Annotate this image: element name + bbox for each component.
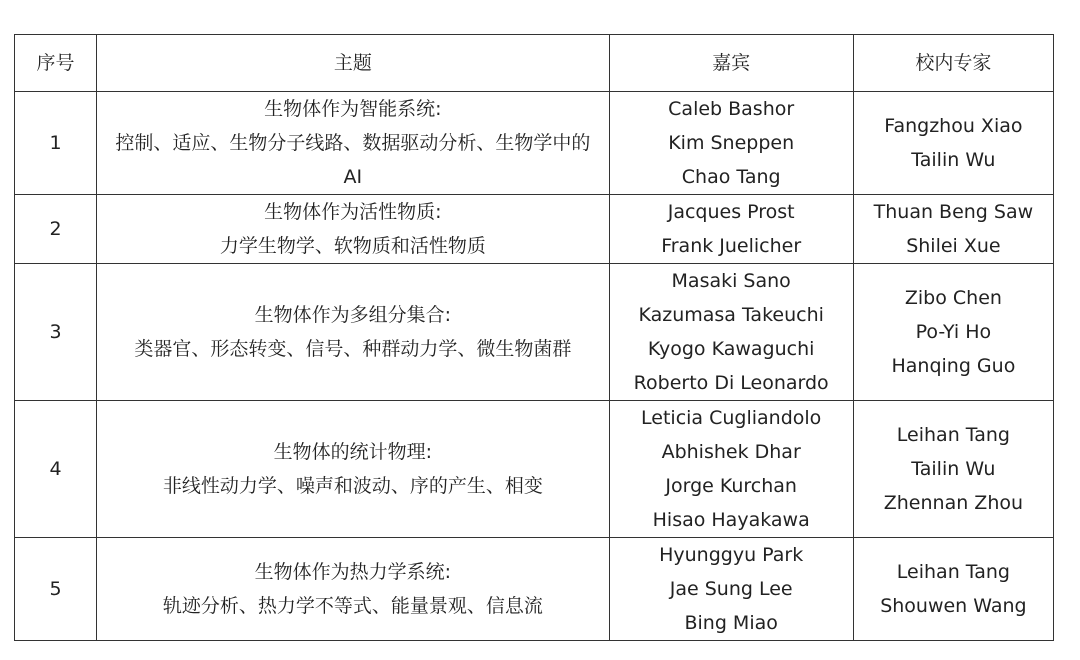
header-row <box>15 35 1054 92</box>
expert-name: Zibo Chen <box>904 287 1002 309</box>
guest-name: Masaki Sano <box>671 270 791 292</box>
expert-name: Po-Yi Ho <box>915 321 992 343</box>
expert-name: Tailin Wu <box>911 458 996 480</box>
row-number: 3 <box>15 264 97 401</box>
experts-cell <box>853 401 1053 538</box>
table-row <box>15 264 1054 401</box>
topic-title: 生物体作为多组分集合: <box>254 304 452 326</box>
expert-name: Leihan Tang <box>896 424 1010 446</box>
guest-name: Hisao Hayakawa <box>652 509 810 531</box>
guest-name: Jacques Prost <box>667 201 795 223</box>
expert-name: Zhennan Zhou <box>883 492 1024 514</box>
guest-name: Kim Sneppen <box>668 132 795 154</box>
header-no: 序号 <box>15 35 97 92</box>
expert-name: Hanqing Guo <box>891 355 1016 377</box>
table-row <box>15 401 1054 538</box>
topic-title: 生物体作为热力学系统: <box>254 561 452 583</box>
experts-cell <box>853 538 1053 641</box>
header-guests: 嘉宾 <box>609 35 853 92</box>
guests-cell <box>609 92 853 195</box>
guest-name: Chao Tang <box>681 166 781 188</box>
guest-name: Leticia Cugliandolo <box>641 407 822 429</box>
row-number: 2 <box>15 195 97 264</box>
guest-name: Roberto Di Leonardo <box>633 372 829 394</box>
row-number: 4 <box>15 401 97 538</box>
table-row <box>15 92 1054 195</box>
guest-name: Kazumasa Takeuchi <box>638 304 824 326</box>
experts-cell <box>853 195 1053 264</box>
table-row <box>15 195 1054 264</box>
row-number: 5 <box>15 538 97 641</box>
expert-name: Tailin Wu <box>911 149 996 171</box>
topic-title: 生物体作为智能系统: <box>264 98 442 120</box>
experts-cell <box>853 264 1053 401</box>
guest-name: Bing Miao <box>684 612 778 634</box>
schedule-table <box>14 34 1054 641</box>
expert-name: Shilei Xue <box>906 235 1001 257</box>
table-row <box>15 538 1054 641</box>
guest-name: Jorge Kurchan <box>665 475 797 497</box>
topic-detail: 轨迹分析、热力学不等式、能量景观、信息流 <box>162 595 543 617</box>
expert-name: Fangzhou Xiao <box>884 115 1023 137</box>
topic-detail: 类器官、形态转变、信号、种群动力学、微生物菌群 <box>134 338 572 360</box>
topic-cell <box>97 264 609 401</box>
expert-name: Leihan Tang <box>896 561 1010 583</box>
guest-name: Caleb Bashor <box>668 98 795 120</box>
topic-detail: 非线性动力学、噪声和波动、序的产生、相变 <box>162 475 543 497</box>
guest-name: Kyogo Kawaguchi <box>647 338 815 360</box>
topic-title: 生物体作为活性物质: <box>264 201 442 223</box>
guest-name: Hyunggyu Park <box>659 544 804 566</box>
header-topic: 主题 <box>97 35 609 92</box>
expert-name: Shouwen Wang <box>880 595 1027 617</box>
topic-cell <box>97 195 609 264</box>
guest-name: Abhishek Dhar <box>661 441 801 463</box>
topic-title: 生物体的统计物理: <box>273 441 433 463</box>
table-body <box>15 92 1054 641</box>
row-number: 1 <box>15 92 97 195</box>
guest-name: Jae Sung Lee <box>669 578 793 600</box>
topic-detail: 控制、适应、生物分子线路、数据驱动分析、生物学中的 AI <box>115 132 591 188</box>
guest-name: Frank Juelicher <box>661 235 802 257</box>
experts-cell <box>853 92 1053 195</box>
guests-cell <box>609 264 853 401</box>
topic-cell <box>97 401 609 538</box>
guests-cell <box>609 401 853 538</box>
topic-cell <box>97 92 609 195</box>
header-experts: 校内专家 <box>853 35 1053 92</box>
topic-cell <box>97 538 609 641</box>
guests-cell <box>609 538 853 641</box>
guests-cell <box>609 195 853 264</box>
expert-name: Thuan Beng Saw <box>873 201 1034 223</box>
topic-detail: 力学生物学、软物质和活性物质 <box>219 235 486 257</box>
